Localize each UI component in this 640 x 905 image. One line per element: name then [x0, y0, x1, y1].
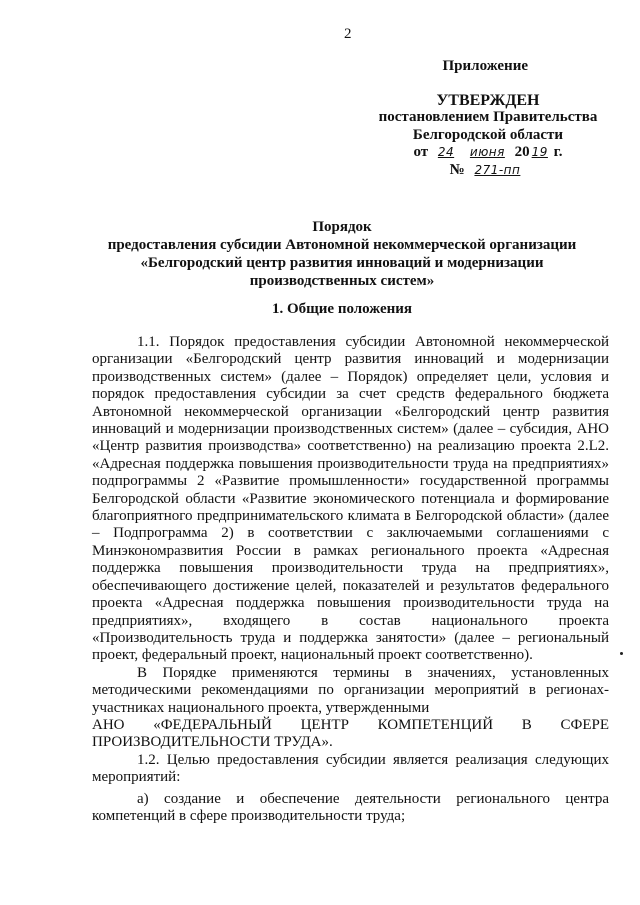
date-month: июня	[469, 145, 505, 159]
date-prefix: от	[413, 144, 429, 160]
approval-line-1: постановлением Правительства	[378, 109, 598, 125]
approval-date	[368, 144, 608, 162]
document-number: 271-пп	[474, 162, 521, 177]
document-body	[92, 334, 609, 825]
date-year-suffix: 19	[531, 145, 548, 159]
title-line-3: «Белгородский центр развития инноваций и модернизации	[140, 255, 544, 271]
paragraph-1-2: 1.2. Целью предоставления субсидии является реализация следующих мероприятий:	[92, 751, 609, 786]
scan-dot-mark	[620, 652, 623, 655]
date-suffix: г.	[553, 144, 563, 160]
title-line-1: Порядок	[312, 219, 372, 235]
paragraph-item-a: а) создание и обеспечение деятельности регионального центра компетенций в сфере производительности труда;	[92, 790, 609, 824]
approval-line-2: Белгородской области	[412, 126, 564, 143]
date-year-prefix: 20	[514, 144, 530, 160]
date-day: 24	[437, 145, 455, 159]
document-title	[92, 218, 592, 290]
approval-number	[368, 162, 608, 180]
paragraph-1-1: 1.1. Порядок предоставления субсидии Автономной некоммерческой организации «Белгородский центр развития инноваций и модернизации производственных систем» (далее – Порядок) определяет цели, условия и порядок предоставления субсидии за счет средств федерального бюджета Автономной некоммерческой организации «Белгородский центр развития инноваций и модернизации производственных систем» (далее – субсидия, АНО «Центр развития производства» соответственно) на реализацию проекта 2.L2. «Адресная поддержка повышения производительности труда на предприятиях» подпрограммы 2 «Развитие промышленности» государственной программы Белгородской области «Развитие экономического потенциала и формирование благоприятного предпринимательского климата в Белгородской области» (далее – Подпрограмма 2) в соответствии с заключаемыми соглашениями с Минэкономразвития России в рамках регионального проекта «Адресная поддержка повышения производительности труда на предприятиях», обеспечивающего достижение целей, показателей и результатов федерального проекта «Адресная поддержка повышения производительности труда на предприятиях», входящего в состав национального проекта «Производительность труда и поддержка занятости» (далее – региональный проект, федеральный проект, национальный проект соответственно).	[92, 334, 609, 664]
title-line-4: производственных систем»	[249, 273, 435, 289]
paragraph-terms-caps: АНО «ФЕДЕРАЛЬНЫЙ ЦЕНТР КОМПЕТЕНЦИЙ В СФЕРЕ ПРОИЗВОДИТЕЛЬНОСТИ ТРУДА».	[92, 716, 609, 751]
title-line-2: предоставления субсидии Автономной некоммерческой организации	[107, 237, 577, 253]
page-number: 2	[344, 26, 352, 42]
appendix-label: Приложение	[442, 58, 528, 74]
approval-block	[368, 58, 608, 179]
paragraph-terms: В Порядке применяются термины в значениях, установленных методическими рекомендациями по организации мероприятий в регионах-участниках национального проекта, утвержденными	[92, 664, 609, 716]
approved-heading: УТВЕРЖДЕН	[436, 91, 540, 109]
section-heading: 1. Общие положения	[271, 301, 413, 317]
number-prefix: №	[449, 161, 465, 178]
